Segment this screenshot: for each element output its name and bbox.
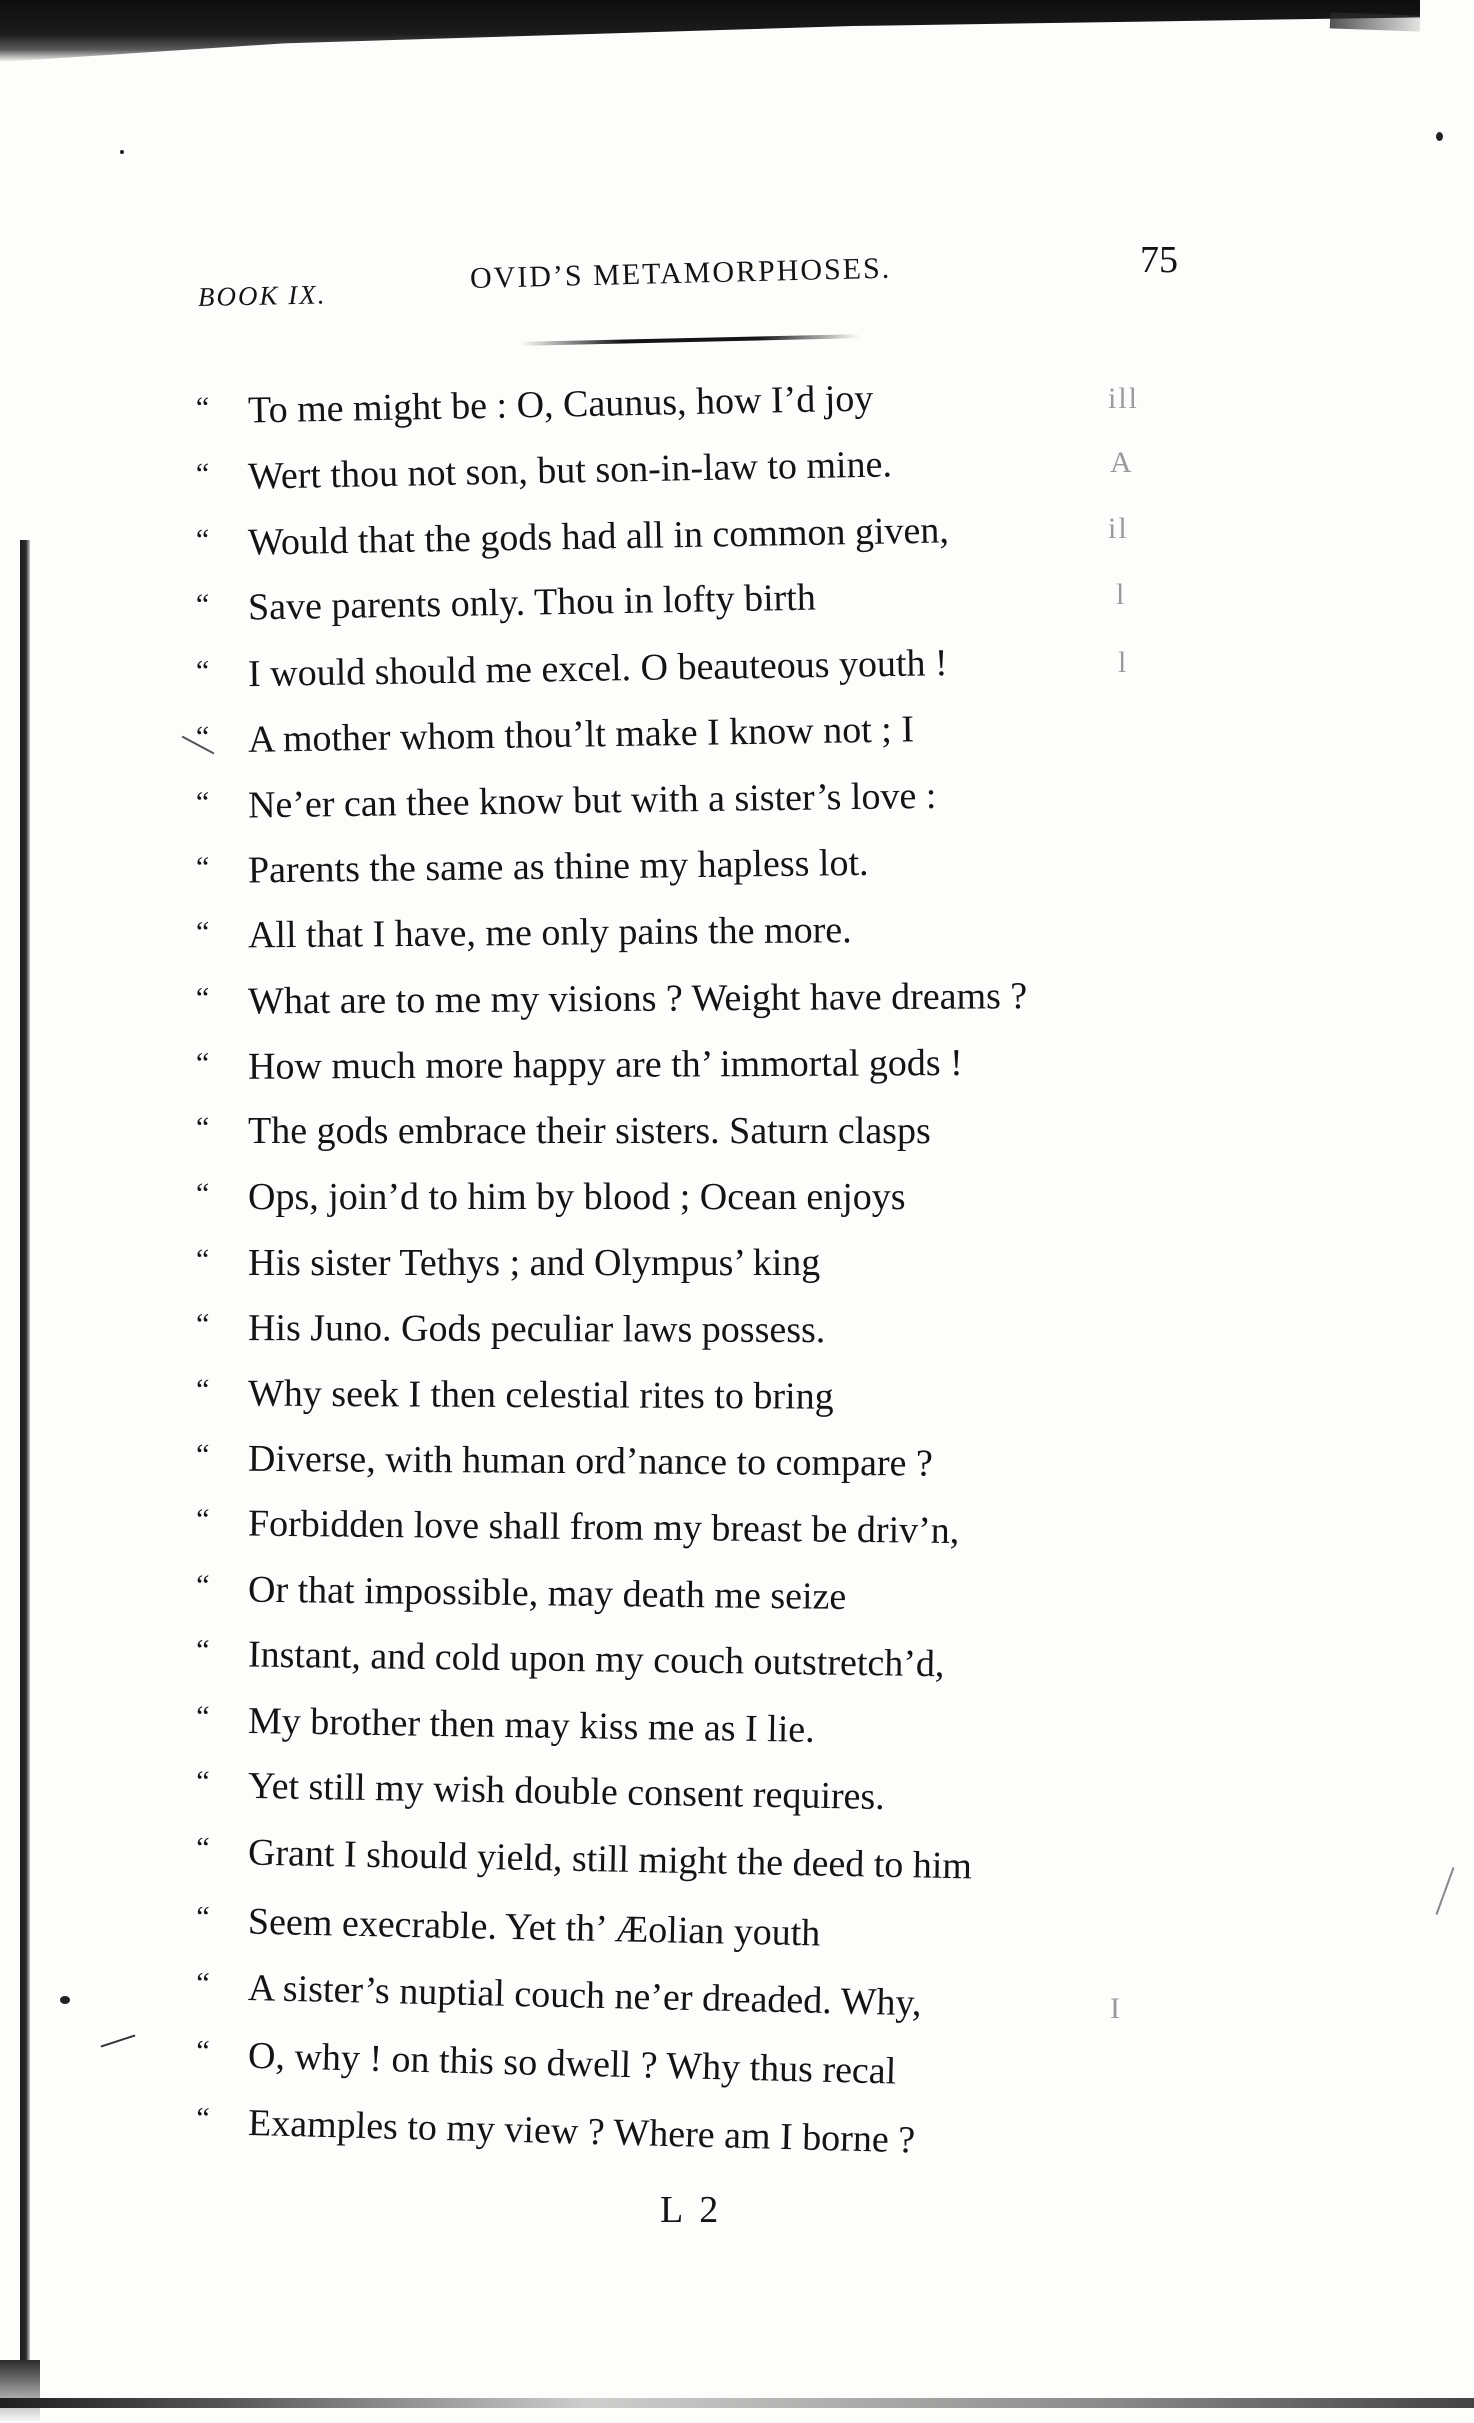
margin-show-through: l xyxy=(1118,646,1129,679)
verse-line xyxy=(195,1372,834,1418)
quote-mark: “ xyxy=(195,2034,210,2068)
verse-text: Examples to my view ? Where am I borne ? xyxy=(247,2101,916,2162)
scan-speck xyxy=(120,150,124,154)
quote-mark: “ xyxy=(195,1700,210,1734)
verse-text: Wert thou not son, but son-in-law to mine. xyxy=(247,443,893,498)
scan-left-edge xyxy=(20,540,30,2370)
verse-line xyxy=(195,1633,945,1686)
quote-mark: “ xyxy=(195,1966,210,2001)
quote-mark: “ xyxy=(195,1831,210,1865)
margin-show-through: ill xyxy=(1108,382,1140,415)
verse-text: I would should me excel. O beauteous youth ! xyxy=(247,642,948,696)
quote-mark: “ xyxy=(195,915,210,949)
page-number: 75 xyxy=(1140,239,1178,281)
verse-line xyxy=(195,774,937,827)
scan-speck xyxy=(1436,132,1443,141)
quote-mark: “ xyxy=(195,2101,210,2135)
quote-mark: “ xyxy=(195,588,210,622)
verse-line xyxy=(196,1244,820,1282)
running-head-book: BOOK IX. xyxy=(197,279,327,312)
margin-show-through: I xyxy=(1110,1992,1122,2025)
verse-line xyxy=(195,377,874,432)
quote-mark: “ xyxy=(195,1438,210,1472)
verse-line xyxy=(195,1966,922,2025)
verse-text: Parents the same as thine my hapless lot. xyxy=(247,841,869,892)
verse-line xyxy=(196,1112,931,1150)
verse-line xyxy=(195,1437,933,1485)
quote-mark: “ xyxy=(195,981,210,1015)
verse-text: His sister Tethys ; and Olympus’ king xyxy=(248,1242,821,1284)
verse-text: Yet still my wish double consent requires. xyxy=(247,1764,886,1819)
verse-line xyxy=(196,1504,960,1550)
verse-line xyxy=(195,841,869,892)
verse-text: What are to me my visions ? Weight have dreams ? xyxy=(247,975,1028,1023)
verse-text: His Juno. Gods peculiar laws possess. xyxy=(247,1307,826,1352)
quote-mark: “ xyxy=(195,1307,210,1341)
verse-text: O, why ! on this so dwell ? Why thus recal xyxy=(247,2034,897,2093)
verse-line xyxy=(195,576,817,629)
verse-text: How much more happy are th’ immortal gods ! xyxy=(247,1041,963,1088)
scan-speck xyxy=(60,1996,70,2004)
margin-show-through: A xyxy=(1110,446,1134,479)
verse-text: Forbidden love shall from my breast be driv’n, xyxy=(247,1502,960,1552)
quote-mark: “ xyxy=(195,720,210,754)
scan-bottom-edge xyxy=(0,2398,1474,2408)
quote-mark: “ xyxy=(195,1764,210,1799)
verse-line xyxy=(196,977,1027,1021)
scan-smudge xyxy=(1330,12,1421,31)
verse-text: To me might be : O, Caunus, how I’d joy xyxy=(247,377,874,432)
quote-mark: “ xyxy=(195,1503,210,1537)
scan-top-edge xyxy=(0,0,1420,62)
quote-mark: “ xyxy=(195,523,210,557)
verse-text: A mother whom thou’lt make I know not ; I xyxy=(247,708,915,761)
quote-mark: “ xyxy=(195,850,210,885)
quote-mark: “ xyxy=(195,1046,210,1081)
running-head-title: OVID’S METAMORPHOSES. xyxy=(469,251,892,295)
verse-text: A sister’s nuptial couch ne’er dreaded. Why, xyxy=(247,1966,922,2025)
quote-mark: “ xyxy=(196,1177,210,1210)
verse-line xyxy=(196,710,914,759)
verse-text: Ops, join’d to him by blood ; Ocean enjoys xyxy=(248,1176,906,1218)
quote-mark: “ xyxy=(195,654,210,688)
verse-line xyxy=(196,2103,916,2160)
scan-stray-mark xyxy=(101,2034,136,2047)
quote-mark: “ xyxy=(195,1633,210,1667)
scan-stray-mark xyxy=(1436,1867,1455,1915)
verse-line xyxy=(196,445,893,496)
verse-line xyxy=(195,1900,821,1955)
verse-text: My brother then may kiss me as I lie. xyxy=(247,1699,816,1751)
verse-line xyxy=(195,1041,963,1088)
quote-mark: “ xyxy=(196,1111,210,1144)
verse-line xyxy=(195,2034,897,2093)
quote-mark: “ xyxy=(195,1373,210,1407)
quote-mark: “ xyxy=(195,1569,210,1603)
verse-text: The gods embrace their sisters. Saturn clasps xyxy=(248,1110,931,1152)
header-rule xyxy=(520,334,860,346)
verse-text: Instant, and cold upon my couch outstretch’d, xyxy=(247,1633,945,1686)
verse-text: Grant I should yield, still might the deed to him xyxy=(247,1831,973,1888)
quote-mark: “ xyxy=(195,391,210,425)
verse-line xyxy=(196,1701,815,1749)
verse-text: Save parents only. Thou in lofty birth xyxy=(247,576,817,629)
verse-line xyxy=(196,1178,906,1216)
verse-text: Seem execrable. Yet th’ Æolian youth xyxy=(247,1900,821,1955)
verse-line xyxy=(195,1764,886,1819)
scan-left-edge-fade xyxy=(0,2360,40,2423)
quote-mark: “ xyxy=(195,1900,210,1934)
verse-line xyxy=(196,911,852,955)
verse-line xyxy=(196,1833,973,1886)
verse-line xyxy=(196,1570,847,1616)
verse-text: All that I have, me only pains the more. xyxy=(247,909,852,957)
quote-mark: “ xyxy=(196,1243,210,1276)
verse-line xyxy=(196,511,949,562)
margin-show-through: l xyxy=(1116,578,1127,611)
verse-text: Or that impossible, may death me seize xyxy=(247,1568,847,1618)
signature-mark: L 2 xyxy=(660,2189,723,2231)
verse-text: Why seek I then celestial rites to bring xyxy=(247,1372,834,1418)
quote-mark: “ xyxy=(195,457,210,491)
verse-text: Would that the gods had all in common given, xyxy=(247,509,950,564)
margin-show-through: il xyxy=(1108,512,1129,545)
verse-line xyxy=(195,1307,826,1352)
verse-text: Ne’er can thee know but with a sister’s love : xyxy=(247,774,937,827)
verse-text: Diverse, with human ord’nance to compare ? xyxy=(247,1437,933,1485)
verse-line xyxy=(196,644,948,694)
quote-mark: “ xyxy=(195,785,210,820)
